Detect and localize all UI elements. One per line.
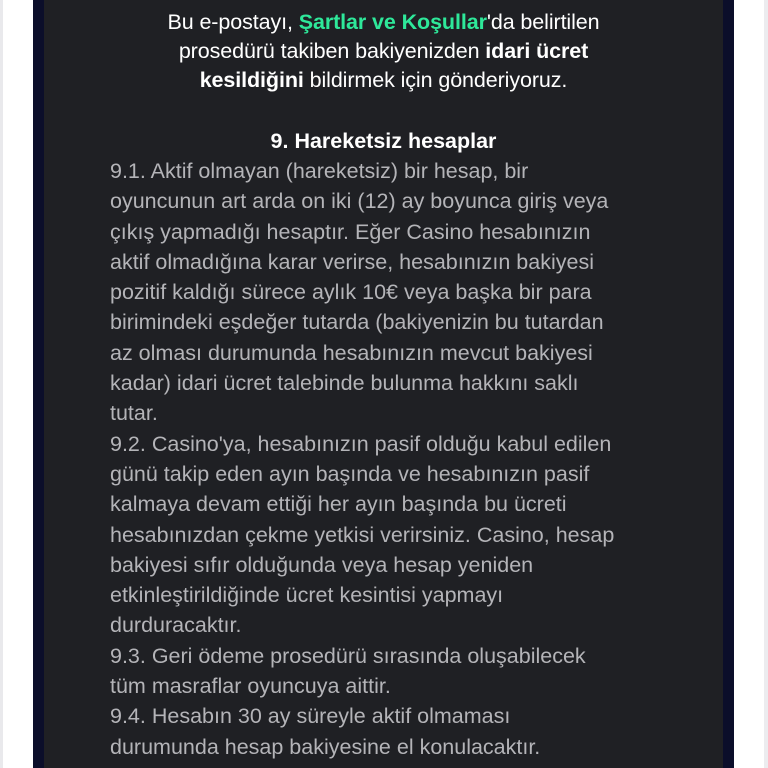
clause-9-2 bbox=[110, 429, 710, 641]
intro-line-1 bbox=[44, 8, 723, 37]
clause-line: çıkış yapmadığı hesaptır. Eğer Casino hesabınızın bbox=[110, 219, 591, 244]
clause-line: 9.1. Aktif olmayan (hareketsiz) bir hesap, bir bbox=[110, 159, 529, 183]
clause-line: 9.4. Hesabın 30 ay süreyle aktif olmaması bbox=[110, 704, 511, 729]
intro-text: prosedürü takiben bakiyenizden bbox=[178, 39, 486, 63]
left-edge bbox=[0, 0, 3, 768]
clause-line: oyuncunun art arda on iki (12) ay boyunca giriş veya bbox=[110, 189, 609, 214]
clause-9-3 bbox=[110, 641, 710, 702]
intro-text: 'da belirtilen bbox=[486, 10, 600, 34]
clauses-list bbox=[110, 156, 710, 762]
clause-line: tutar. bbox=[110, 401, 158, 426]
intro-bold-text: idari ücret bbox=[485, 39, 589, 63]
clause-line: tüm masraflar oyuncuya aittir. bbox=[110, 674, 391, 699]
clause-line: kadar) idari ücret talebinde bulunma hakkını saklı bbox=[110, 371, 579, 396]
right-edge bbox=[764, 0, 768, 768]
clause-9-1 bbox=[110, 156, 710, 429]
intro-line-2 bbox=[44, 37, 723, 66]
intro-line-3 bbox=[44, 66, 723, 95]
clause-line: durduracaktır. bbox=[110, 613, 242, 638]
email-body bbox=[44, 0, 723, 768]
clause-line: birimindeki eşdeğer tutarda (bakiyenizin bu tutardan bbox=[110, 310, 604, 335]
section-title: 9. Hareketsiz hesaplar bbox=[270, 129, 497, 153]
clause-9-4 bbox=[110, 701, 710, 762]
clause-line: 9.2. Casino'ya, hesabınızın pasif olduğu kabul edilen bbox=[110, 431, 612, 456]
clause-line: aktif olmadığına karar verirse, hesabınızın bakiyesi bbox=[110, 249, 594, 274]
intro-bold-text: kesildiğini bbox=[199, 68, 304, 92]
clause-line: pozitif kaldığı sürece aylık 10€ veya başka bir para bbox=[110, 280, 592, 305]
clause-line: hesabınızdan çekme yetkisi verirsiniz. Casino, hesap bbox=[110, 522, 615, 547]
clause-line: bakiyesi sıfır olduğunda veya hesap yeniden bbox=[110, 552, 534, 577]
clause-line: etkinleştirildiğinde ücret kesintisi yapmayı bbox=[110, 583, 504, 608]
intro-text: bildirmek için gönderiyoruz. bbox=[303, 68, 568, 92]
intro-text: Bu e-postayı, bbox=[167, 10, 299, 34]
clause-line: durumunda hesap bakiyesine el konulacaktır. bbox=[110, 734, 541, 759]
clause-line: az olması durumunda hesabınızın mevcut bakiyesi bbox=[110, 340, 593, 365]
terms-and-conditions-link[interactable]: Şartlar ve Koşullar bbox=[298, 10, 487, 34]
email-frame bbox=[33, 0, 734, 768]
clause-line: kalmaya devam ettiği her ayın başında bu ücreti bbox=[110, 492, 567, 517]
clause-line: 9.3. Geri ödeme prosedürü sırasında oluşabilecek bbox=[110, 643, 586, 668]
clause-line: günü takip eden ayın başında ve hesabınızın pasif bbox=[110, 461, 590, 486]
intro-paragraph bbox=[44, 8, 723, 95]
